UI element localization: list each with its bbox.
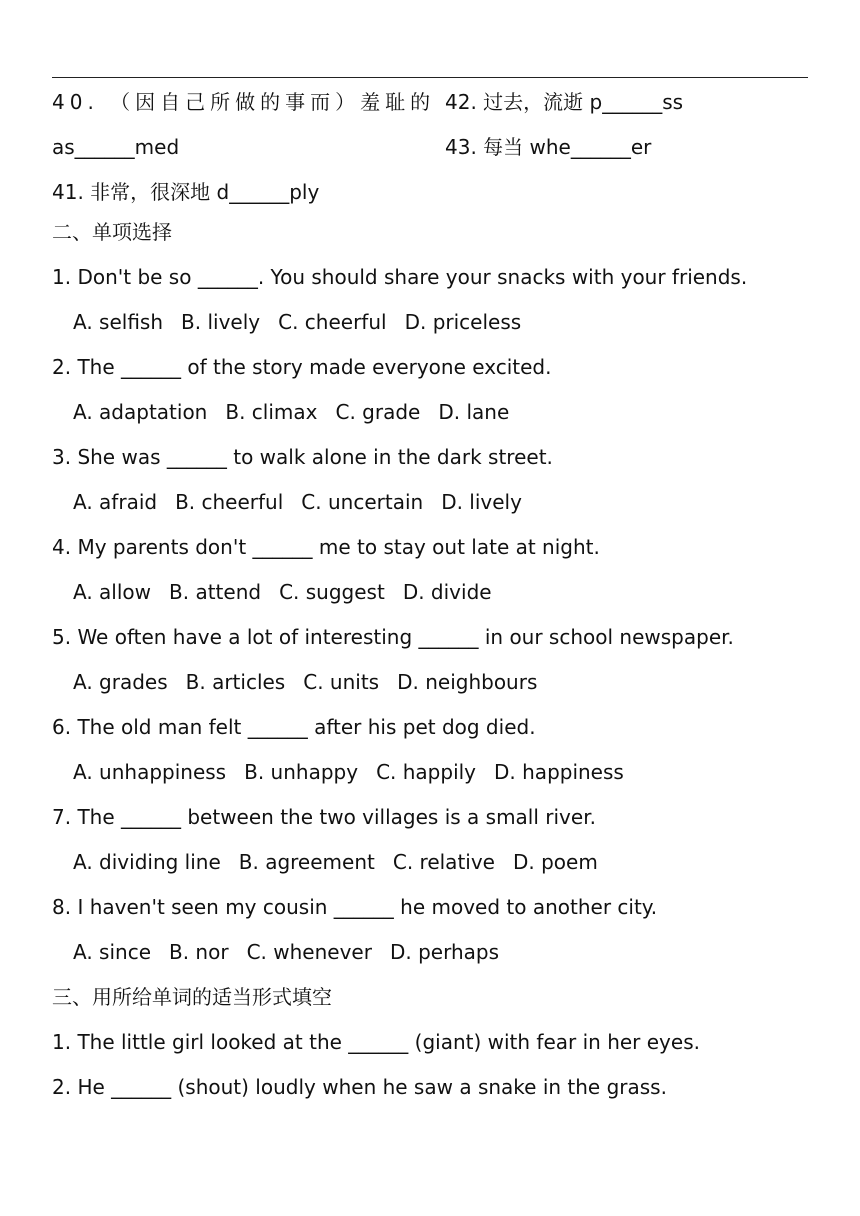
option-b: B. unhappy [244, 760, 359, 784]
option-c: C. grade [335, 400, 421, 424]
option-d: D. lane [438, 400, 510, 424]
option-d: D. poem [512, 850, 598, 874]
option-a: A. since [73, 940, 151, 964]
option-b: B. nor [169, 940, 229, 964]
option-c: C. units [303, 670, 380, 694]
option-c: C. suggest [279, 580, 385, 604]
option-b: B. lively [181, 310, 261, 334]
option-a: A. dividing line [73, 850, 221, 874]
option-d: D. divide [402, 580, 492, 604]
option-d: D. priceless [404, 310, 522, 334]
option-b: B. articles [185, 670, 286, 694]
option-a: A. allow [73, 580, 152, 604]
option-a: A. grades [73, 670, 168, 694]
option-b: B. cheerful [175, 490, 284, 514]
section-2-heading: 二、单项选择 [52, 220, 172, 244]
fill-in-question: 2. He ______ (shout) loudly when he saw a snake in the grass. [52, 1075, 667, 1099]
vocab-item-41: 41. 非常，很深地 d______ply [52, 180, 320, 204]
option-row [73, 308, 521, 336]
question-stem: 6. The old man felt ______ after his pet dog died. [52, 715, 536, 739]
option-c: C. happily [376, 760, 477, 784]
top-rule [52, 77, 808, 78]
option-c: C. uncertain [301, 490, 424, 514]
question-stem: 3. She was ______ to walk alone in the dark street. [52, 445, 553, 469]
option-b: B. agreement [238, 850, 375, 874]
option-b: B. attend [169, 580, 262, 604]
vocab-item-40-answer: as______med [52, 135, 180, 159]
option-row [73, 578, 492, 606]
question-stem: 7. The ______ between the two villages is a small river. [52, 805, 596, 829]
question-stem: 8. I haven't seen my cousin ______ he moved to another city. [52, 895, 658, 919]
vocab-item-40: 40. （因自己所做的事而）羞耻的 [52, 90, 436, 114]
question-stem: 4. My parents don't ______ me to stay out late at night. [52, 535, 600, 559]
option-a: A. unhappiness [73, 760, 227, 784]
question-stem: 1. Don't be so ______. You should share your snacks with your friends. [52, 265, 748, 289]
vocab-item-43: 43. 每当 whe______er [445, 135, 652, 159]
option-c: C. whenever [246, 940, 372, 964]
option-b: B. climax [225, 400, 318, 424]
option-row [73, 758, 624, 786]
fill-in-question: 1. The little girl looked at the ______ (giant) with fear in her eyes. [52, 1030, 700, 1054]
option-a: A. afraid [73, 490, 158, 514]
option-d: D. lively [441, 490, 522, 514]
option-d: D. happiness [494, 760, 624, 784]
option-c: C. cheerful [278, 310, 387, 334]
question-stem: 5. We often have a lot of interesting ______ in our school newspaper. [52, 625, 734, 649]
option-row [73, 938, 499, 966]
option-row [73, 668, 537, 696]
option-d: D. perhaps [389, 940, 499, 964]
vocab-item-42: 42. 过去，流逝 p______ss [445, 90, 684, 114]
option-a: A. adaptation [73, 400, 208, 424]
option-row [73, 488, 522, 516]
option-row [73, 848, 598, 876]
option-row [73, 398, 509, 426]
question-stem: 2. The ______ of the story made everyone excited. [52, 355, 552, 379]
option-d: D. neighbours [397, 670, 538, 694]
section-3-heading: 三、用所给单词的适当形式填空 [52, 985, 332, 1009]
option-a: A. selfish [73, 310, 164, 334]
option-c: C. relative [392, 850, 495, 874]
